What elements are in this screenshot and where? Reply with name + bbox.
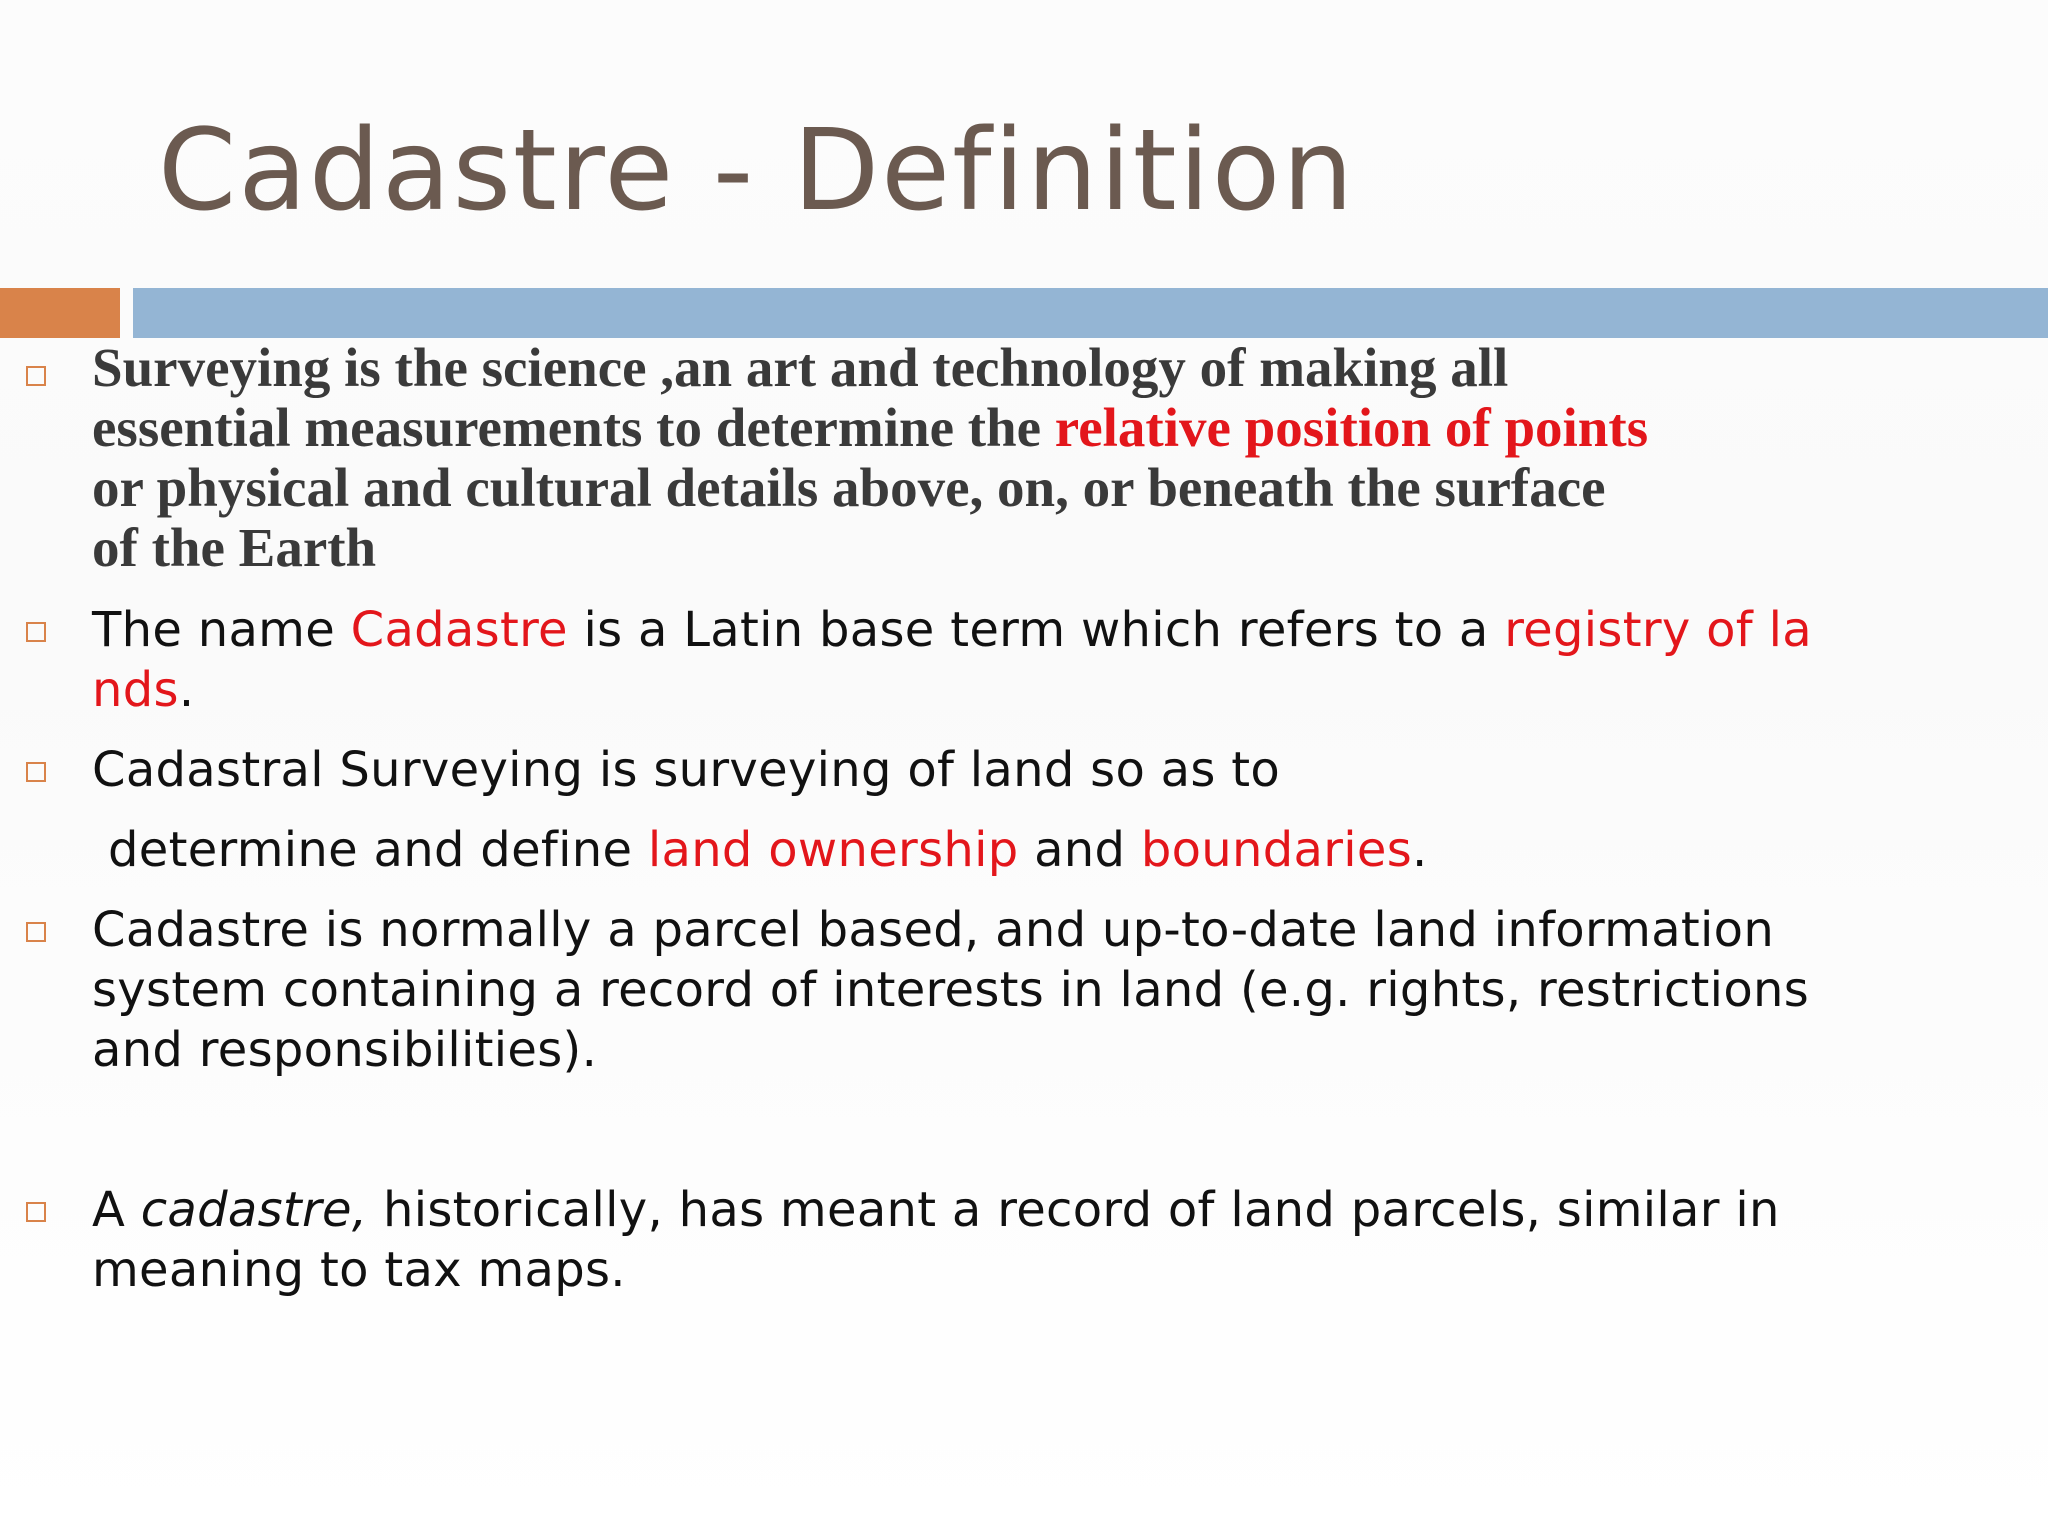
italic-text: cadastre, bbox=[140, 1182, 368, 1238]
highlight-text: nds bbox=[92, 662, 179, 718]
text-span: The name bbox=[92, 602, 351, 658]
square-bullet-icon bbox=[26, 622, 46, 642]
square-bullet-icon bbox=[26, 762, 46, 782]
bullet-line bbox=[92, 398, 1892, 458]
text-span: . bbox=[1412, 822, 1428, 878]
highlight-text: relative position of points bbox=[1054, 397, 1649, 458]
bullet-text bbox=[92, 900, 1892, 1080]
bullet-line bbox=[92, 600, 1892, 660]
highlight-text: boundaries bbox=[1140, 822, 1413, 878]
bullet-line: system containing a record of interests in land (e.g. rights, restrictions bbox=[92, 962, 1810, 1018]
square-bullet-icon bbox=[26, 1202, 46, 1222]
bullet-line: or physical and cultural details above, on, or beneath the surface bbox=[92, 457, 1606, 518]
text-span: . bbox=[178, 662, 195, 718]
bullet-line: Cadastral Surveying is surveying of land so as to bbox=[92, 742, 1281, 798]
text-span: historically, has meant a record of land parcels, similar in bbox=[367, 1182, 1780, 1238]
bullet-text bbox=[92, 1180, 1892, 1300]
highlight-text: Cadastre bbox=[350, 602, 568, 658]
bullet-line: and responsibilities). bbox=[92, 1022, 598, 1078]
bullet-continuation-line bbox=[108, 820, 1428, 880]
accent-bar-orange bbox=[0, 288, 120, 338]
bullet-text bbox=[92, 338, 1892, 578]
text-span: determine and define bbox=[108, 822, 648, 878]
slide-title: Cadastre - Definition bbox=[158, 106, 1356, 236]
bullet-line bbox=[92, 1180, 1892, 1240]
highlight-text: registry of la bbox=[1504, 602, 1812, 658]
text-span: and bbox=[1018, 822, 1141, 878]
bullet-line: of the Earth bbox=[92, 517, 377, 578]
bullet-line: Surveying is the science ,an art and technology of making all bbox=[92, 337, 1509, 398]
accent-bar-blue bbox=[133, 288, 2048, 338]
bullet-line: meaning to tax maps. bbox=[92, 1242, 626, 1298]
bullet-line: Cadastre is normally a parcel based, and up-to-date land information bbox=[92, 902, 1775, 958]
text-span: A bbox=[92, 1182, 141, 1238]
square-bullet-icon bbox=[26, 366, 46, 386]
text-span: is a Latin base term which refers to a bbox=[567, 602, 1505, 658]
square-bullet-icon bbox=[26, 922, 46, 942]
bullet-line bbox=[92, 660, 1892, 720]
text-span: essential measurements to determine the bbox=[92, 397, 1055, 458]
bullet-text bbox=[92, 600, 1892, 720]
highlight-text: land ownership bbox=[647, 822, 1019, 878]
